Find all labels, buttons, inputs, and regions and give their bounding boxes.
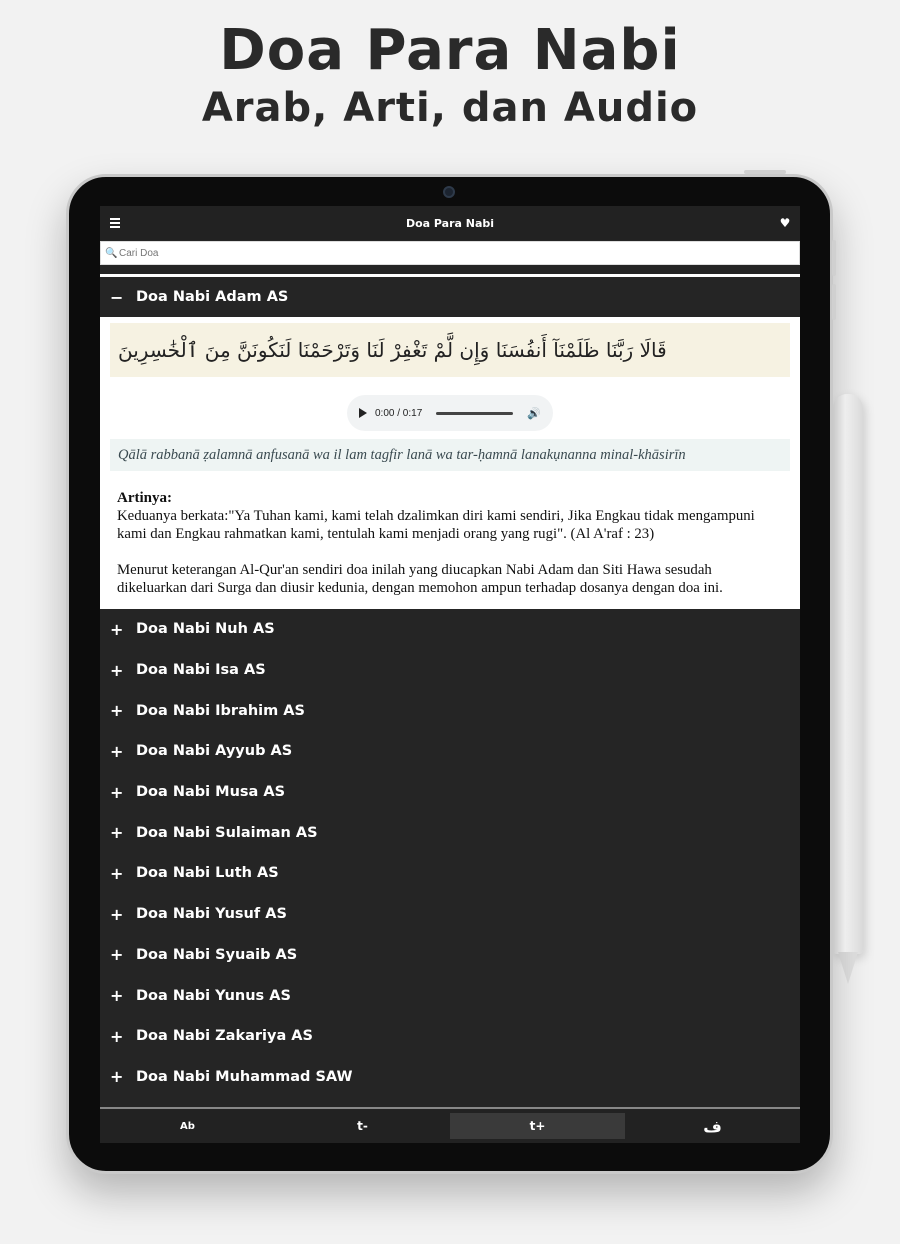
list-item-label: Doa Nabi Ibrahim AS xyxy=(136,702,305,719)
app-screen xyxy=(100,206,800,1143)
search-icon: 🔍 xyxy=(105,247,118,259)
audio-time: 0:00 / 0:17 xyxy=(375,407,423,419)
accordion-title: Doa Nabi Adam AS xyxy=(136,289,289,305)
stylus-tip xyxy=(838,952,858,984)
list-item[interactable] xyxy=(100,609,800,650)
expand-icon: + xyxy=(110,823,124,843)
arabic-text: قَالَا رَبَّنَا ظَلَمْنَآ أَنفُسَنَا وَإِن لَّمْ تَغْفِرْ لَنَا وَتَرْحَمْنَا لَنَكُونَنَّ مِنَ ٱلْخَٰسِرِينَ xyxy=(110,323,790,377)
text-larger-button[interactable]: t+ xyxy=(450,1113,625,1139)
promo-header xyxy=(0,18,900,132)
font-toggle-button[interactable]: Ab xyxy=(180,1120,195,1132)
expand-icon: + xyxy=(110,904,124,924)
expand-icon: + xyxy=(110,660,124,680)
stylus-pencil xyxy=(833,394,863,954)
expand-icon: + xyxy=(110,1026,124,1046)
audio-seek-bar[interactable] xyxy=(436,412,513,415)
expand-icon: + xyxy=(110,741,124,761)
list-item[interactable] xyxy=(100,1016,800,1057)
search-input[interactable] xyxy=(119,248,799,259)
heart-icon[interactable]: ♥ xyxy=(779,216,791,230)
tablet-volume-down xyxy=(832,284,836,320)
artinya-text: Keduanya berkata:"Ya Tuhan kami, kami telah dzalimkan diri kami sendiri, Jika Engkau tidak mengampuni kami dan Engkau rahmatkan kami, tentulah kami menjadi orang yang rugi". (Al A'raf : 23) xyxy=(117,508,755,542)
list-item-label: Doa Nabi Zakariya AS xyxy=(136,1028,313,1045)
list-item[interactable] xyxy=(100,894,800,935)
keterangan-text: Menurut keterangan Al-Qur'an sendiri doa inilah yang diucapkan Nabi Adam dan Siti Hawa sesudah dikeluarkan dari Surga dan diusir kedunia, dengan memohon ampun terhadap dosanya dengan doa ini. xyxy=(117,562,723,596)
doa-list xyxy=(100,609,800,1097)
hamburger-menu-icon[interactable] xyxy=(108,216,122,230)
list-item[interactable] xyxy=(100,731,800,772)
arabic-toggle-button[interactable]: ف xyxy=(703,1116,722,1136)
list-item-label: Doa Nabi Yusuf AS xyxy=(136,906,287,923)
promo-title: Doa Para Nabi xyxy=(219,18,681,83)
accordion-header-doa-nabi-adam[interactable] xyxy=(100,277,800,317)
text-smaller-button[interactable]: t- xyxy=(357,1119,368,1133)
list-item[interactable] xyxy=(100,935,800,976)
list-item-label: Doa Nabi Luth AS xyxy=(136,865,279,882)
list-item-label: Doa Nabi Syuaib AS xyxy=(136,946,298,963)
expand-icon: + xyxy=(110,945,124,965)
tablet-volume-up xyxy=(832,240,836,276)
audio-player xyxy=(347,395,553,431)
list-item-label: Doa Nabi Nuh AS xyxy=(136,621,275,638)
accordion-panel xyxy=(100,317,800,609)
divider xyxy=(100,265,800,277)
artinya-label: Artinya: xyxy=(117,490,172,506)
list-item[interactable] xyxy=(100,1057,800,1098)
bottom-toolbar xyxy=(100,1107,800,1143)
promo-subtitle: Arab, Arti, dan Audio xyxy=(201,85,699,131)
list-item-label: Doa Nabi Yunus AS xyxy=(136,987,291,1004)
meaning-section xyxy=(110,471,790,597)
play-icon[interactable] xyxy=(359,408,367,418)
list-item[interactable] xyxy=(100,772,800,813)
expand-icon: + xyxy=(110,1067,124,1087)
app-title: Doa Para Nabi xyxy=(405,216,495,230)
app-top-bar xyxy=(100,206,800,240)
expand-icon: + xyxy=(110,782,124,802)
collapse-icon: − xyxy=(110,287,124,307)
list-item-label: Doa Nabi Muhammad SAW xyxy=(136,1068,353,1085)
list-item[interactable] xyxy=(100,975,800,1016)
list-item[interactable] xyxy=(100,690,800,731)
transliteration-text: Qālā rabbanā ẓalamnā anfusanā wa il lam tagfir lanā wa tar-ḥamnā lanakụnanna minal-khāsirīn xyxy=(110,439,790,471)
list-item[interactable] xyxy=(100,853,800,894)
list-item[interactable] xyxy=(100,650,800,691)
list-item[interactable] xyxy=(100,812,800,853)
list-item-label: Doa Nabi Isa AS xyxy=(136,662,266,679)
expand-icon: + xyxy=(110,619,124,639)
volume-icon[interactable]: 🔊 xyxy=(527,407,541,420)
list-item-label: Doa Nabi Musa AS xyxy=(136,784,286,801)
expand-icon: + xyxy=(110,701,124,721)
camera-icon xyxy=(443,186,455,198)
list-item-label: Doa Nabi Ayyub AS xyxy=(136,743,293,760)
expand-icon: + xyxy=(110,986,124,1006)
search-bar xyxy=(100,241,800,265)
expand-icon: + xyxy=(110,863,124,883)
tablet-button xyxy=(744,170,786,174)
list-item-label: Doa Nabi Sulaiman AS xyxy=(136,824,318,841)
